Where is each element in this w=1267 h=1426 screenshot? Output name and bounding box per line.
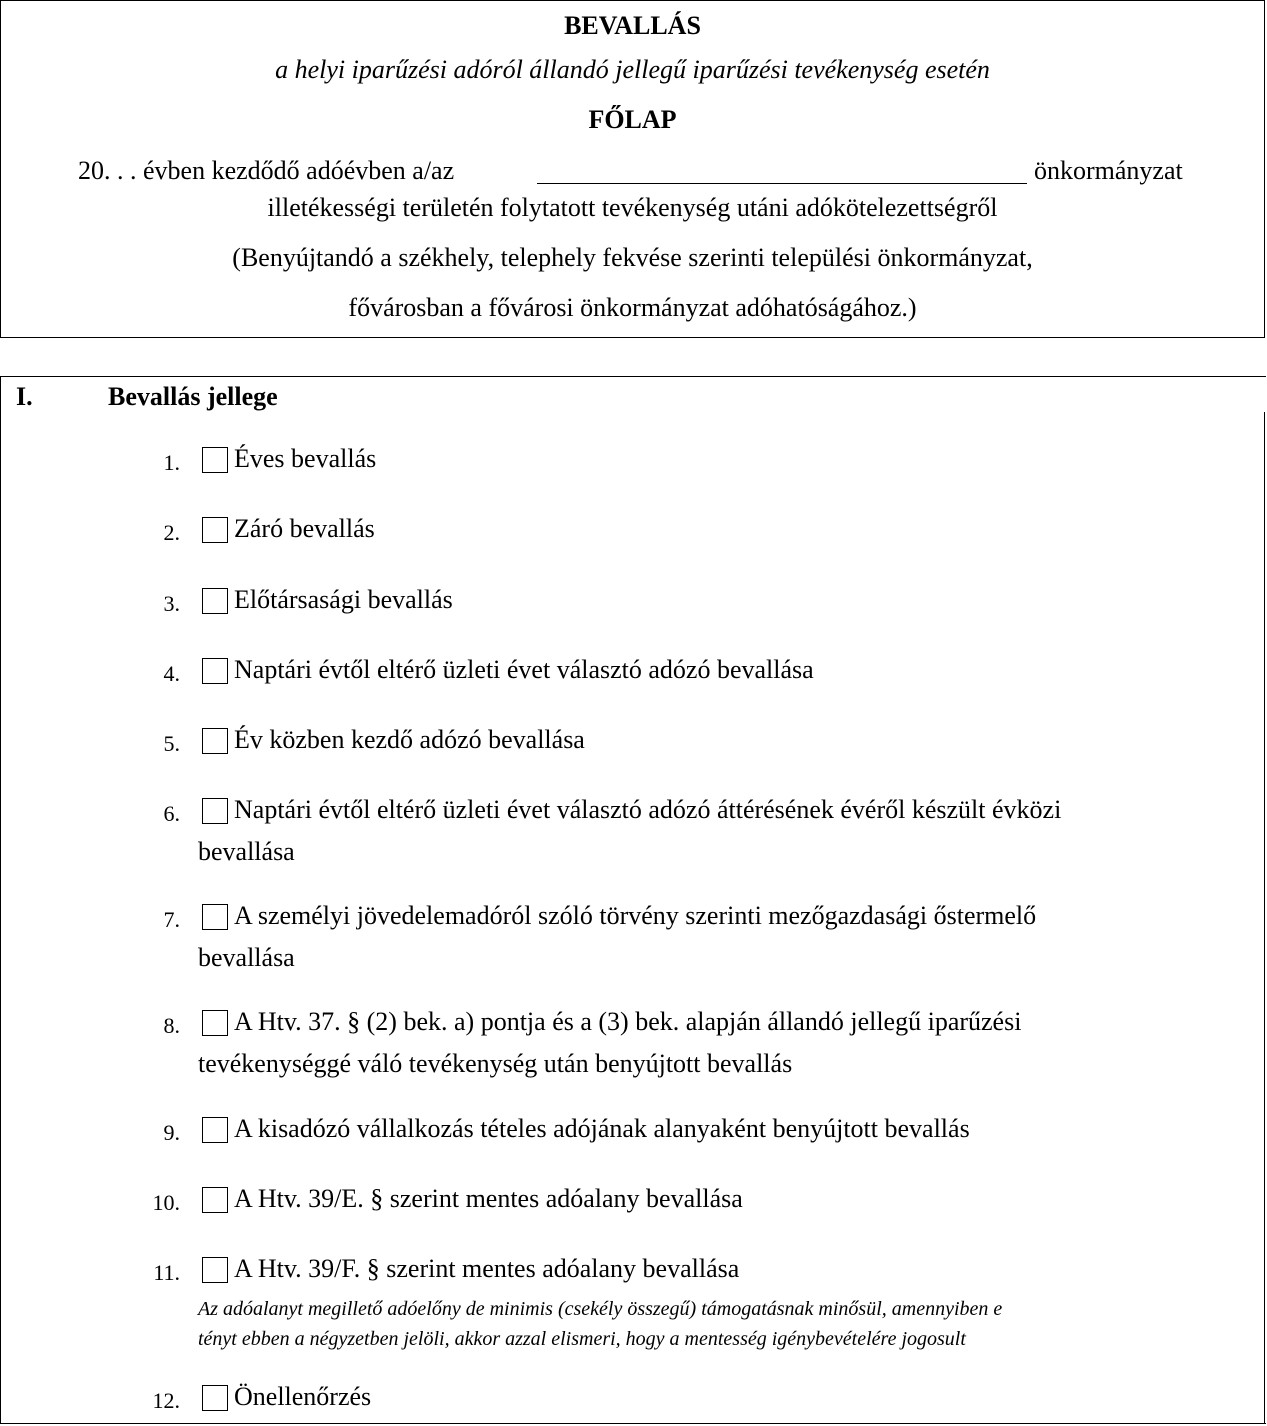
option-number: 2. <box>163 520 180 545</box>
option-label: Év közben kezdő adózó bevallása <box>234 725 585 754</box>
submission-note-line1: (Benyújtandó a székhely, telephely fekvése szerinti települési önkormányzat, <box>232 243 1033 272</box>
municipality-label: önkormányzat <box>1034 156 1183 185</box>
form-header <box>0 0 1265 338</box>
option-label-continued: bevallása <box>198 943 295 972</box>
section-border-right <box>1264 412 1265 1424</box>
form-title: BEVALLÁS <box>564 11 701 40</box>
option-label: Éves bevallás <box>234 444 377 473</box>
section-number: I. <box>16 382 33 411</box>
checkbox[interactable] <box>202 1010 228 1036</box>
section-border-bottom <box>0 1423 1266 1424</box>
checkbox[interactable] <box>202 517 228 543</box>
option-number: 10. <box>152 1190 180 1215</box>
tax-year-text: 20. . . évben kezdődő adóévben a/az <box>78 156 455 185</box>
option-number: 3. <box>163 591 180 616</box>
section-bevallas-jellege <box>0 376 1266 1426</box>
option-number: 6. <box>163 801 180 826</box>
checkbox[interactable] <box>202 1385 228 1411</box>
folap-heading: FŐLAP <box>588 105 677 134</box>
section-border-top <box>0 376 1266 377</box>
option-label-continued: bevallása <box>198 837 295 866</box>
checkbox[interactable] <box>202 728 228 754</box>
form-subtitle: a helyi iparűzési adóról állandó jellegű iparűzési tevékenység esetén <box>275 55 990 84</box>
checkbox[interactable] <box>202 904 228 930</box>
option-number: 7. <box>163 907 180 932</box>
option-label-continued: tevékenységgé váló tevékenység után benyújtott bevallás <box>198 1049 793 1078</box>
option-label: A Htv. 39/F. § szerint mentes adóalany bevallása <box>234 1254 740 1283</box>
option-label: Előtársasági bevallás <box>234 585 453 614</box>
checkbox[interactable] <box>202 1257 228 1283</box>
option-label: Naptári évtől eltérő üzleti évet választó adózó bevallása <box>234 655 814 684</box>
checkbox[interactable] <box>202 447 228 473</box>
option-label: Záró bevallás <box>234 514 375 543</box>
option-number: 5. <box>163 731 180 756</box>
checkbox[interactable] <box>202 1117 228 1143</box>
checkbox[interactable] <box>202 798 228 824</box>
option-number: 4. <box>163 661 180 686</box>
option-number: 11. <box>153 1260 180 1285</box>
section-title: Bevallás jellege <box>108 382 278 411</box>
checkbox[interactable] <box>202 1187 228 1213</box>
de-minimis-note-line1: Az adóalanyt megillető adóelőny de minimis (csekély összegű) támogatásnak minősül, amennyiben e <box>198 1298 1003 1320</box>
option-label: Naptári évtől eltérő üzleti évet választó adózó áttérésének évéről készült évközi <box>234 795 1062 824</box>
option-label: A Htv. 39/E. § szerint mentes adóalany bevallása <box>234 1184 743 1213</box>
checkbox[interactable] <box>202 658 228 684</box>
option-number: 8. <box>163 1013 180 1038</box>
option-label: A Htv. 37. § (2) bek. a) pontja és a (3) bek. alapján állandó jellegű iparűzési <box>234 1007 1022 1036</box>
de-minimis-note-line2: tényt ebben a négyzetben jelöli, akkor azzal elismeri, hogy a mentesség igénybevételére jogosult <box>198 1328 966 1350</box>
option-label: Önellenőrzés <box>234 1382 372 1411</box>
option-number: 12. <box>152 1388 180 1413</box>
submission-note-line2: fővárosban a fővárosi önkormányzat adóhatóságához.) <box>348 293 917 322</box>
option-number: 9. <box>163 1120 180 1145</box>
option-label: A kisadózó vállalkozás tételes adójának alanyaként benyújtott bevallás <box>234 1114 970 1143</box>
checkbox[interactable] <box>202 588 228 614</box>
municipality-blank-field[interactable] <box>537 183 1027 184</box>
jurisdiction-line: illetékességi területén folytatott tevékenység utáni adókötelezettségről <box>267 193 998 222</box>
option-label: A személyi jövedelemadóról szóló törvény szerinti mezőgazdasági őstermelő <box>234 901 1037 930</box>
option-number: 1. <box>163 450 180 475</box>
